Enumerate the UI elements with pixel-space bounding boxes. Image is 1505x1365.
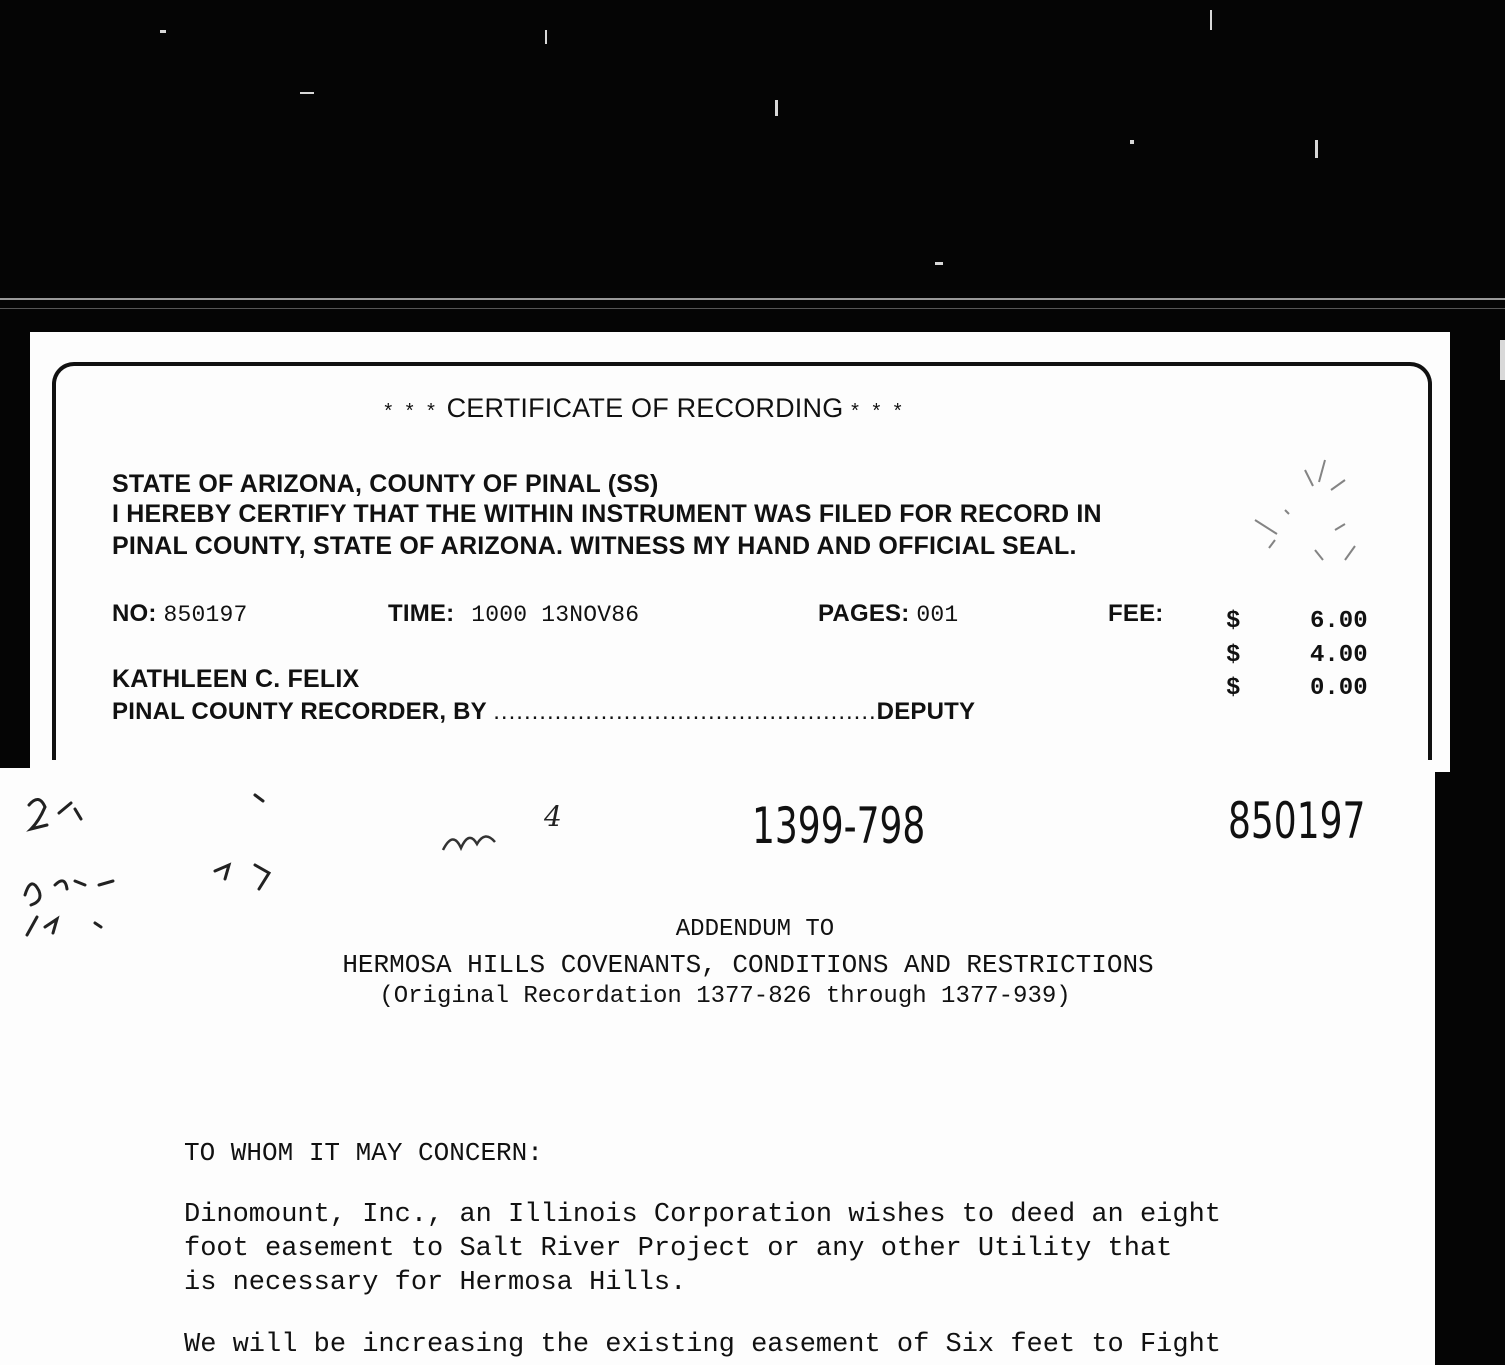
handwritten-scribble (438, 810, 518, 867)
fee-amount-3: 0.00 (1310, 675, 1368, 702)
certificate-title-text: CERTIFICATE OF RECORDING (446, 393, 844, 423)
fee-amount-1: 6.00 (1310, 608, 1368, 635)
recorder-line-label: PINAL COUNTY RECORDER, BY (112, 698, 487, 725)
salutation: TO WHOM IT MAY CONCERN: (184, 1138, 543, 1168)
pages-label: PAGES: (818, 600, 910, 627)
addendum-heading-2: HERMOSA HILLS COVENANTS, CONDITIONS AND RESTRICTIONS (342, 950, 1154, 980)
scan-speck (160, 30, 166, 33)
no-value: 850197 (163, 602, 248, 628)
book-page-stamp: 1399-798 (752, 797, 926, 855)
record-time (388, 600, 639, 628)
paragraph-1-line-3: is necessary for Hermosa Hills. (184, 1268, 687, 1298)
title-stars-left: * * * (384, 400, 439, 422)
recorder-line (112, 698, 975, 726)
addendum-heading-1: ADDENDUM TO (675, 916, 835, 943)
record-pages (818, 600, 958, 628)
scan-speck (1130, 140, 1134, 144)
recorder-name: KATHLEEN C. FELIX (112, 665, 360, 693)
signature-dots: .................................................. (493, 698, 877, 725)
no-label: NO: (112, 600, 157, 627)
document-number-stamp: 850197 (1228, 792, 1366, 850)
scan-speck (935, 262, 943, 265)
scribble-mark (438, 810, 518, 860)
fee-currency-1: $ (1226, 608, 1241, 635)
fee-amount-2: 4.00 (1310, 642, 1368, 669)
scan-speck (545, 30, 547, 44)
scan-line (0, 298, 1505, 300)
fee-currency-3: $ (1226, 675, 1241, 702)
state-line: STATE OF ARIZONA, COUNTY OF PINAL (SS) (112, 470, 659, 498)
time-value: 1000 13NOV86 (471, 602, 640, 628)
scan-speck (1210, 10, 1212, 30)
scan-line (0, 308, 1505, 309)
record-number (112, 600, 247, 628)
deputy-label: DEPUTY (876, 698, 976, 725)
scan-speck (775, 100, 778, 116)
fee-currency-2: $ (1226, 642, 1241, 669)
certify-line-1: I HEREBY CERTIFY THAT THE WITHIN INSTRUMENT WAS FILED FOR RECORD IN (112, 500, 1102, 528)
paragraph-2-line-1: We will be increasing the existing easement of Six feet to Fight (184, 1330, 1221, 1360)
scan-speck (1315, 140, 1318, 158)
scan-margin (1435, 920, 1505, 1365)
certificate-title (0, 393, 1290, 424)
scan-speck (1500, 340, 1505, 380)
official-seal (1215, 440, 1385, 600)
scan-speck (300, 92, 314, 94)
paragraph-1-line-1: Dinomount, Inc., an Illinois Corporation wishes to deed an eight (184, 1200, 1221, 1230)
title-stars-right: * * * (851, 400, 906, 422)
time-label: TIME: (388, 600, 455, 627)
paragraph-1-line-2: foot easement to Salt River Project or any other Utility that (184, 1234, 1173, 1264)
pages-value: 001 (916, 602, 959, 628)
fee-label: FEE: (1108, 600, 1164, 627)
handwritten-digit: 4 (544, 800, 562, 833)
certify-line-2: PINAL COUNTY, STATE OF ARIZONA. WITNESS MY HAND AND OFFICIAL SEAL. (112, 532, 1077, 560)
addendum-heading-3: (Original Recordation 1377-826 through 1377-939) (379, 983, 1071, 1009)
